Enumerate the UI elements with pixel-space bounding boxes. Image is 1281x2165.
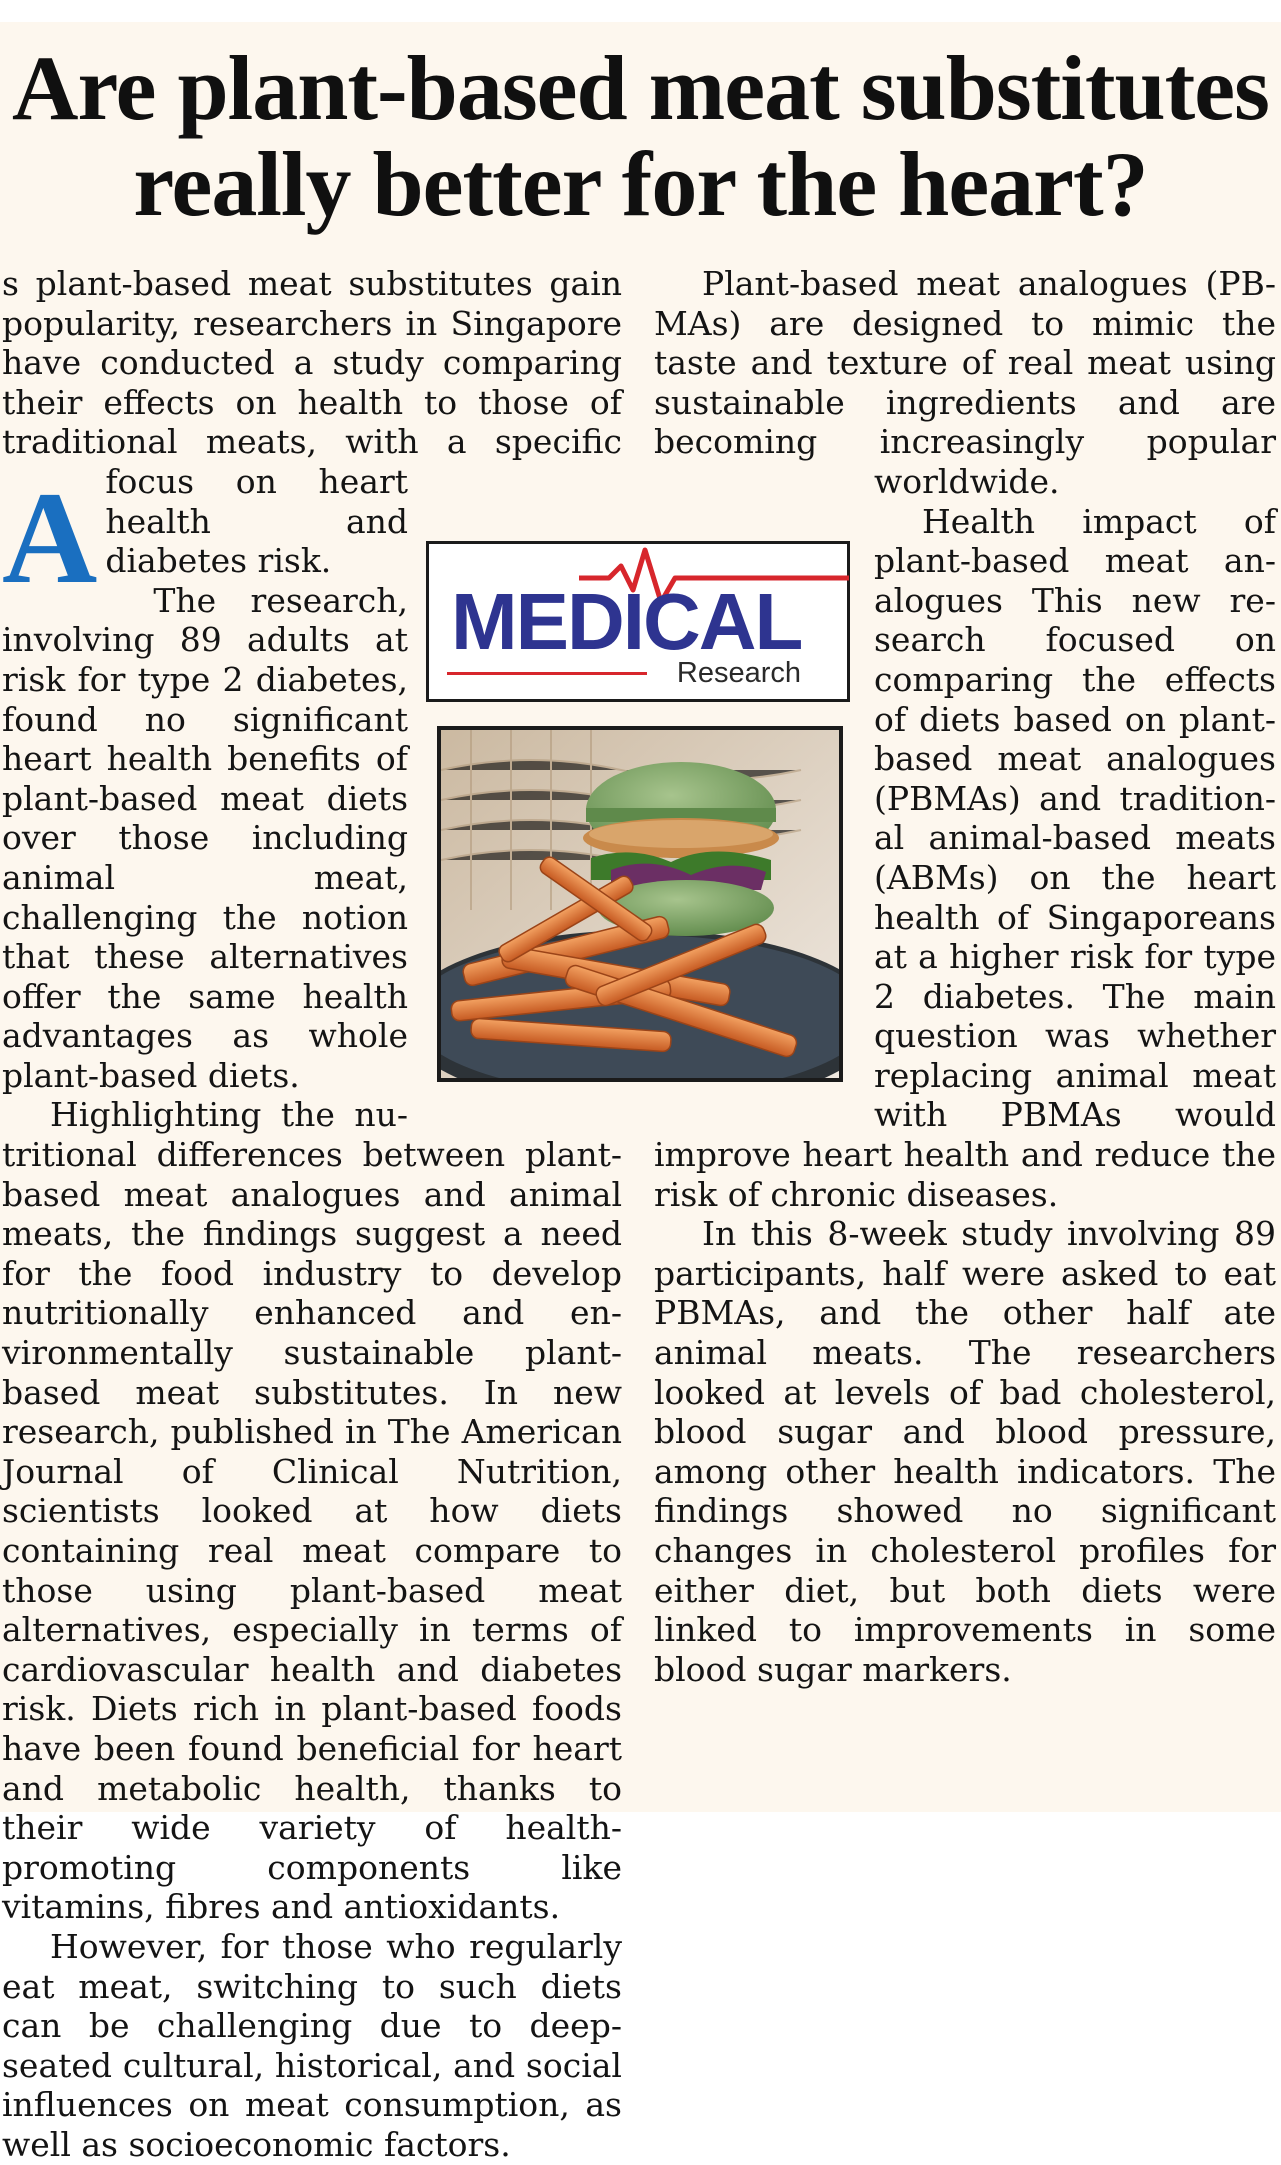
veggie-burger-fries-photo (437, 726, 843, 1082)
logo-subtitle: Research (676, 657, 801, 689)
paragraph-2: The research, involving 89 adults at risk for type 2 diabetes, found no significant heart health benefits of plant-based meat diets over those including animal meat, challenging the notion that these alternatives offer the same health advantages as whole plant-based diets. (2, 580, 408, 1095)
paragraph-5: Plant-based meat analogues (PBMAs) are designed to mimic the taste and texture of real meat using sustainable ingredients and are becoming increasingly popular worldwide. (654, 264, 1276, 501)
lead-paragraph: s plant-based meat substitutes gain popularity, researchers in Singapore have conducted a study comparing their effects on health to those of traditional meats, with a specific focus on heart health and diabetes risk. (2, 264, 622, 581)
logo-word: MEDICAL (451, 577, 802, 666)
headline (0, 37, 1281, 235)
headline-line-1: Are plant-based meat substitutes (12, 37, 1269, 139)
headline-line-2: really better for the heart? (133, 133, 1148, 235)
paragraph-4: However, for those who regularly eat meat, switching to such diets can be challenging due to deep-seated cultural, historical, and social influences on meat consumption, as well as socioeconomic factors. (2, 1926, 622, 2164)
drop-cap: A (2, 464, 98, 611)
paragraph-6: Health impact of plant-based meat analogues This new research focused on comparing the effects of diets based on plant-based meat analogues (PBMAs) and traditional animal-based meats (ABMs) on the heart health of Singaporeans at a higher risk for type 2 diabetes. The main question was whether replacing animal meat with PBMAs would improve heart health and reduce the risk of chronic diseases. (654, 501, 1276, 1214)
logo-underline (447, 672, 647, 675)
paragraph-3: Highlighting the nutritional differences between plant-based meat analogues and animal meats, the findings suggest a need for the food industry to develop nutritionally enhanced and environmentally sustainable plant-based meat substitutes. In new research, published in The American Journal of Clinical Nutrition, scientists looked at how diets containing real meat compare to those using plant-based meat alternatives, especially in terms of cardiovascular health and diabetes risk. Diets rich in plant-based foods have been found beneficial for heart and metabolic health, thanks to their wide variety of health-promoting components like vitamins, fibres and antioxidants. (2, 1095, 622, 1927)
burger-photo-illustration (441, 730, 839, 1078)
paragraph-7: In this 8-week study involving 89 participants, half were asked to eat PBMAs, and the other half ate animal meats. The researchers looked at levels of bad cholesterol, blood sugar and blood pressure, among other health indicators. The findings showed no significant changes in cholesterol profiles for either diet, but both diets were linked to improvements in some blood sugar markers. (654, 1214, 1276, 1689)
medical-research-logo (426, 541, 850, 702)
